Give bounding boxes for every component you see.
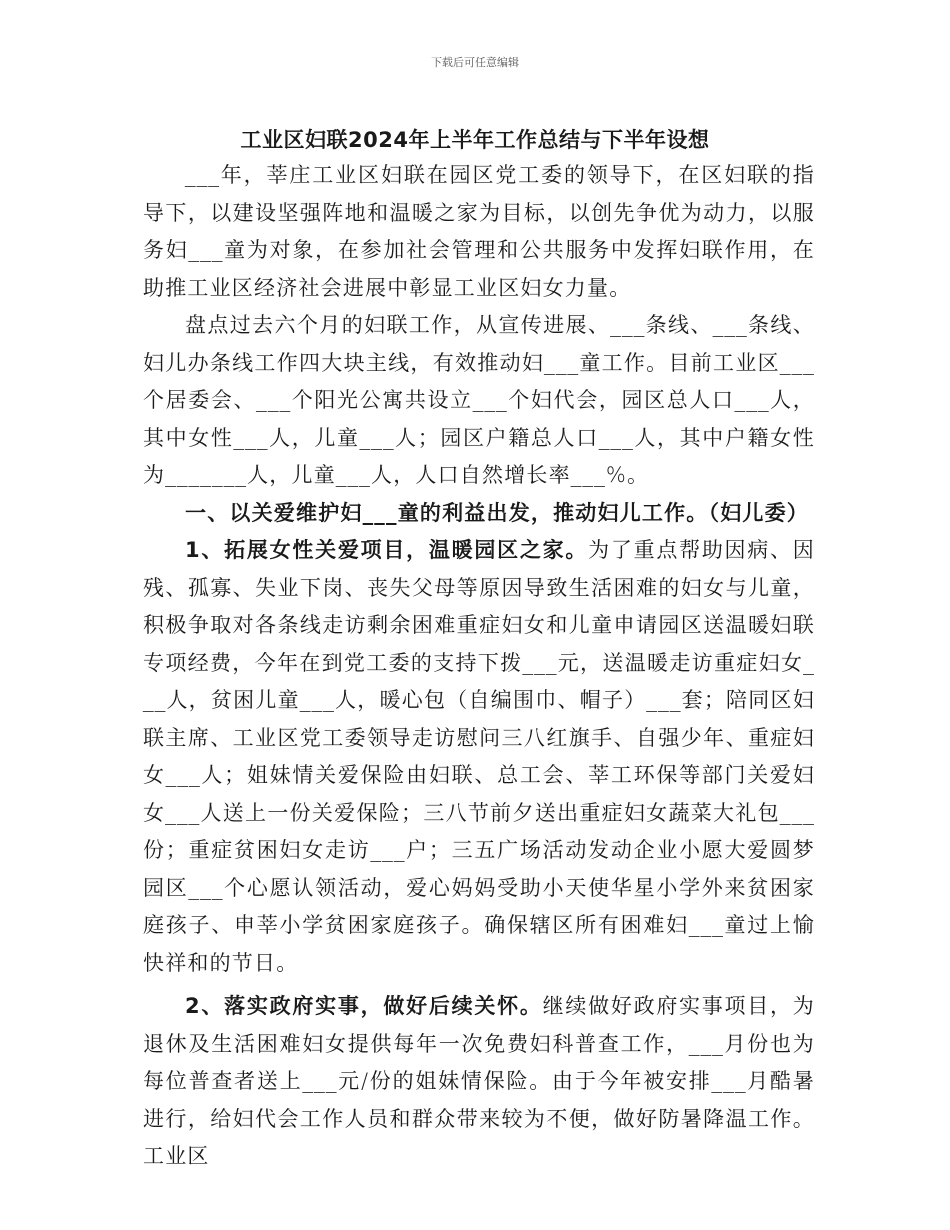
item-2-lead: 2、落实政府实事，做好后续关怀。	[185, 994, 543, 1018]
paragraph-overview: 盘点过去六个月的妇联工作，从宣传进展、___条线、___条线、妇儿办条线工作四大块主线，有效推动妇___童工作。目前工业区___个居委会、___个阳光公寓共设立___个妇代会，园区总人口___人，其中女性___人，儿童___人；园区户籍总人口___人，其中户籍女性为_______人，儿童___人，人口自然增长率___%。	[143, 313, 815, 487]
paragraph-item-2	[143, 988, 815, 1176]
document-body	[143, 157, 815, 1176]
document-title: 工业区妇联2024年上半年工作总结与下半年设想	[240, 128, 710, 152]
section-heading-1: 一、以关爱维护妇___童的利益出发，推动妇儿工作。（妇儿委）	[185, 500, 809, 525]
item-2-text: 继续做好政府实事项目，为退休及生活困难妇女提供每年一次免费妇科普查工作，___月份也为每位普查者送上___元/份的姐妹情保险。由于今年被安排___月酷暑进行，给妇代会工作人员和群众带来较为不便，做好防暑降温工作。工业区	[143, 994, 815, 1168]
item-1-text: 为了重点帮助因病、因残、孤寡、失业下岗、丧失父母等原因导致生活困难的妇女与儿童，积极争取对各条线走访剩余困难重症妇女和儿童申请园区送温暖妇联专项经费，今年在到党工委的支持下拨___元，送温暖走访重症妇女___人，贫困儿童___人，暖心包（自编围巾、帽子）___套；陪同区妇联主席、工业区党工委领导走访慰问三八红旗手、自强少年、重症妇女___人；姐妹情关爱保险由妇联、总工会、莘工环保等部门关爱妇女___人送上一份关爱保险；三八节前夕送出重症妇女蔬菜大礼包___份；重症贫困妇女走访___户；三五广场活动发动企业小愿大爱圆梦园区___个心愿认领活动，爱心妈妈受助小天使华星小学外来贫困家庭孩子、申莘小学贫困家庭孩子。确保辖区所有困难妇___童过上愉快祥和的节日。	[143, 538, 816, 975]
paragraph-item-1	[143, 532, 815, 982]
item-1-lead: 1、拓展女性关爱项目，温暖园区之家。	[185, 538, 589, 562]
header-note: 下载后可任意编辑	[431, 56, 519, 69]
paragraph-intro: ___年，莘庄工业区妇联在园区党工委的领导下，在区妇联的指导下，以建设坚强阵地和温暖之家为目标，以创先争优为动力，以服务妇___童为对象，在参加社会管理和公共服务中发挥妇联作用，在助推工业区经济社会进展中彰显工业区妇女力量。	[143, 163, 815, 300]
